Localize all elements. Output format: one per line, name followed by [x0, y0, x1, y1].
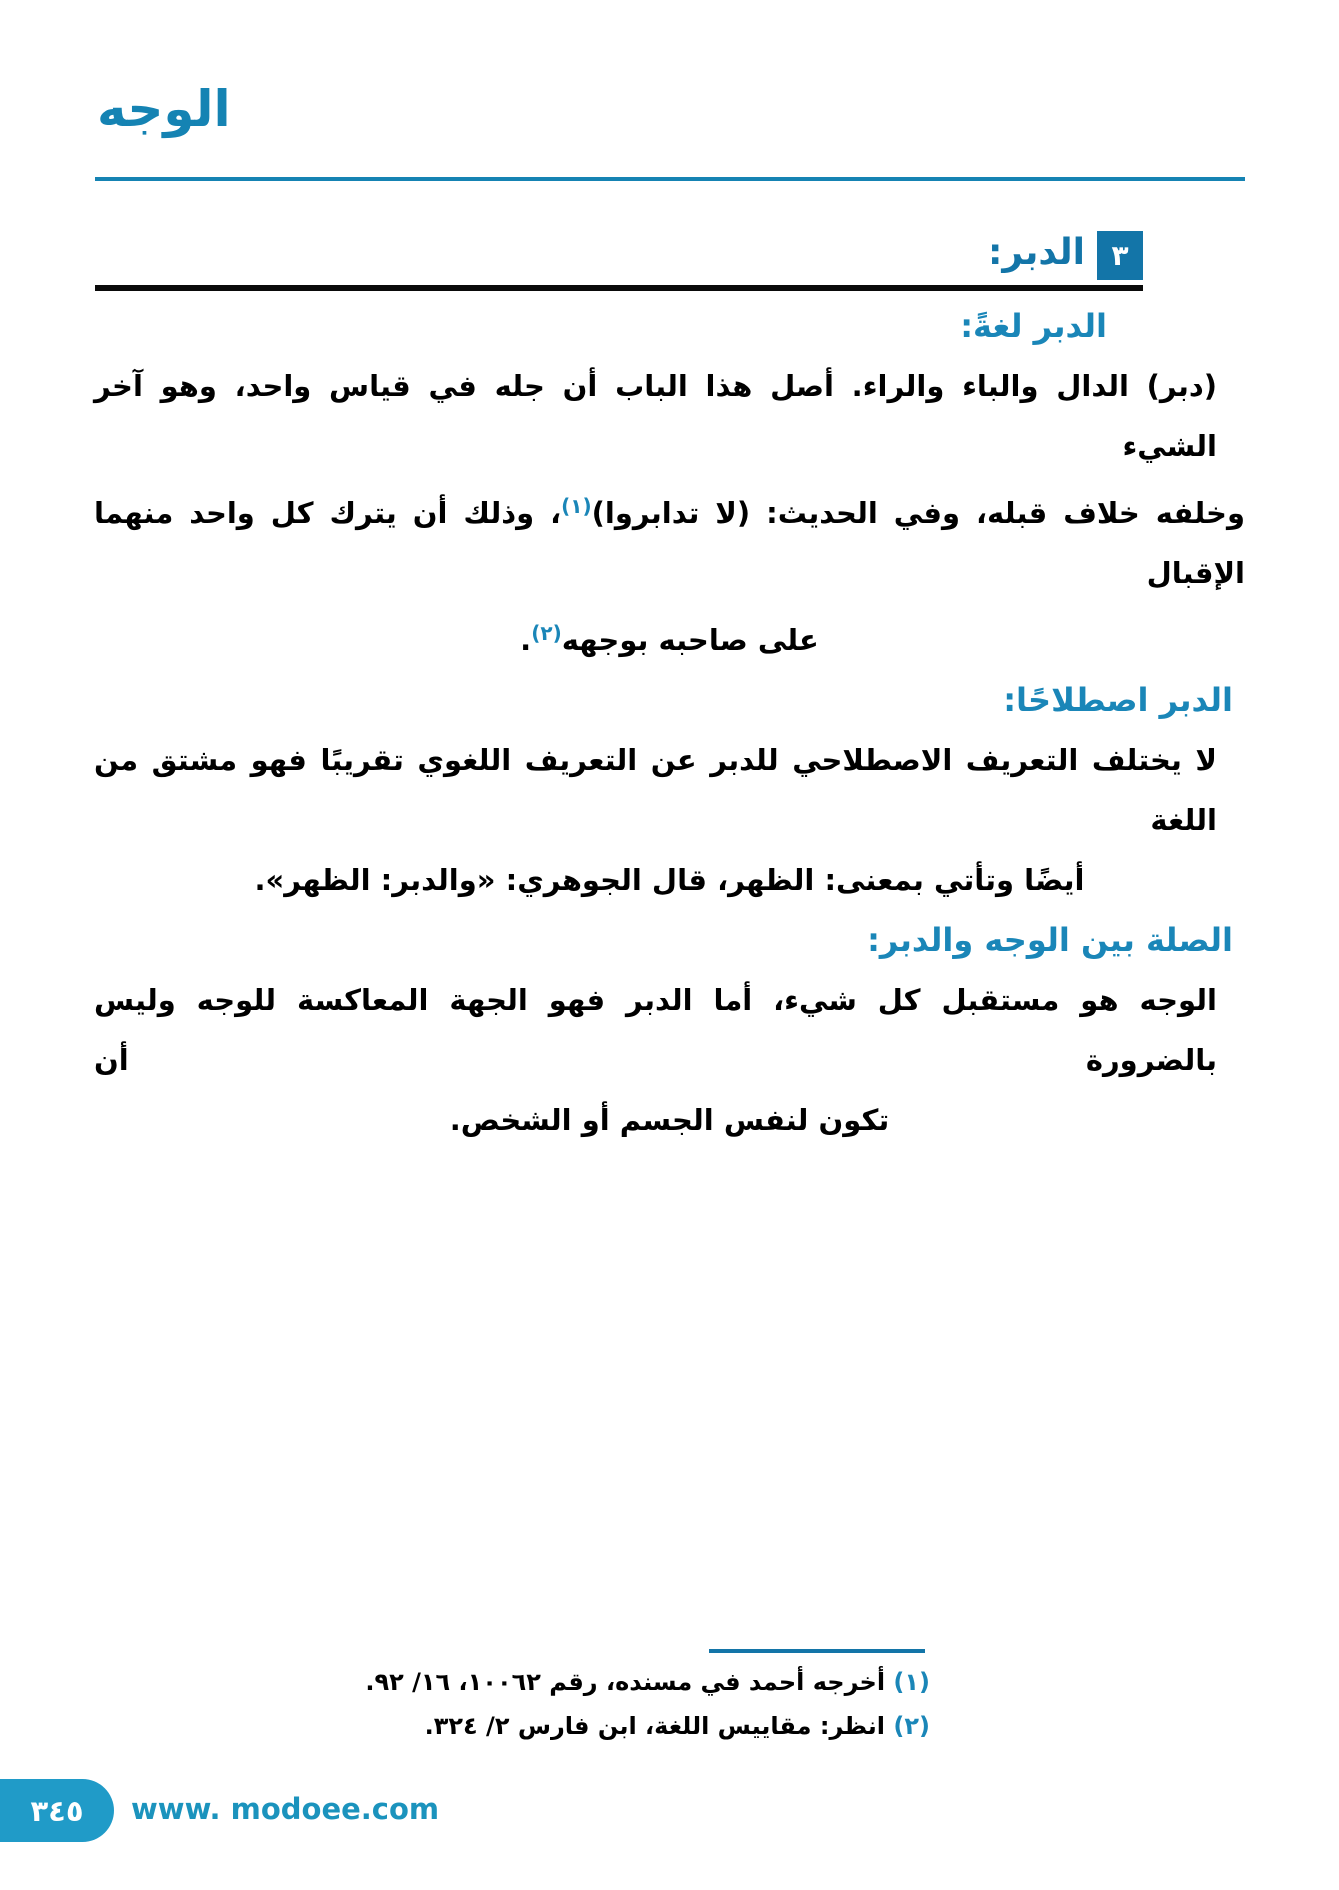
heading-relation: الصلة بين الوجه والدبر: — [867, 921, 1233, 959]
footnote-number: (٢) — [893, 1712, 930, 1740]
footnote-item — [310, 1704, 930, 1748]
line-text: ، وذلك أن يترك كل واحد منهما الإقبال — [94, 496, 1245, 590]
footnote-marker-2: (٢) — [531, 621, 562, 645]
section-header — [988, 231, 1143, 280]
section-number-badge: ٣ — [1097, 231, 1143, 280]
paragraph-line: (دبر) الدال والباء والراء. أصل هذا الباب أن جله في قياس واحد، وهو آخر الشيء — [94, 369, 1217, 463]
footnote-number: (١) — [893, 1668, 930, 1696]
heading-terminology: الدبر اصطلاحًا: — [1003, 681, 1233, 719]
running-header: الوجه — [97, 80, 231, 138]
paragraph-line: لا يختلف التعريف الاصطلاحي للدبر عن التعريف اللغوي تقريبًا فهو مشتق من اللغة — [94, 743, 1217, 837]
paragraph-line: أيضًا وتأتي بمعنى: الظهر، قال الجوهري: «والدبر: الظهر». — [254, 863, 1085, 897]
heading-language: الدبر لغةً: — [960, 307, 1107, 345]
footnote-text: انظر: مقاييس اللغة، ابن فارس ٢/ ٣٢٤. — [424, 1712, 886, 1740]
line-text: . — [520, 623, 532, 657]
paragraph-line — [94, 603, 1245, 670]
section-title: الدبر: — [988, 231, 1085, 273]
page-number-badge: ٣٤٥ — [0, 1779, 114, 1842]
footnote-separator — [709, 1649, 925, 1653]
footnote-marker-1: (١) — [561, 494, 592, 518]
paragraph-line: تكون لنفس الجسم أو الشخص. — [449, 1103, 890, 1137]
header-rule — [95, 177, 1245, 181]
footnotes — [310, 1660, 930, 1748]
section-rule — [95, 285, 1143, 291]
paragraph-line: الوجه هو مستقبل كل شيء، أما الدبر فهو الجهة المعاكسة للوجه وليس بالضرورة أن — [94, 983, 1217, 1077]
website-link[interactable]: www. modoee.com — [131, 1792, 440, 1826]
main-text-column — [94, 296, 1245, 1150]
footnote-text: أخرجه أحمد في مسنده، رقم ١٠٠٦٢، ١٦/ ٩٢. — [365, 1668, 886, 1696]
line-text: على صاحبه بوجهه — [561, 623, 819, 657]
line-text: وخلفه خلاف قبله، وفي الحديث: (لا تدابروا) — [591, 496, 1245, 530]
paragraph-line — [94, 476, 1245, 603]
footnote-item — [310, 1660, 930, 1704]
